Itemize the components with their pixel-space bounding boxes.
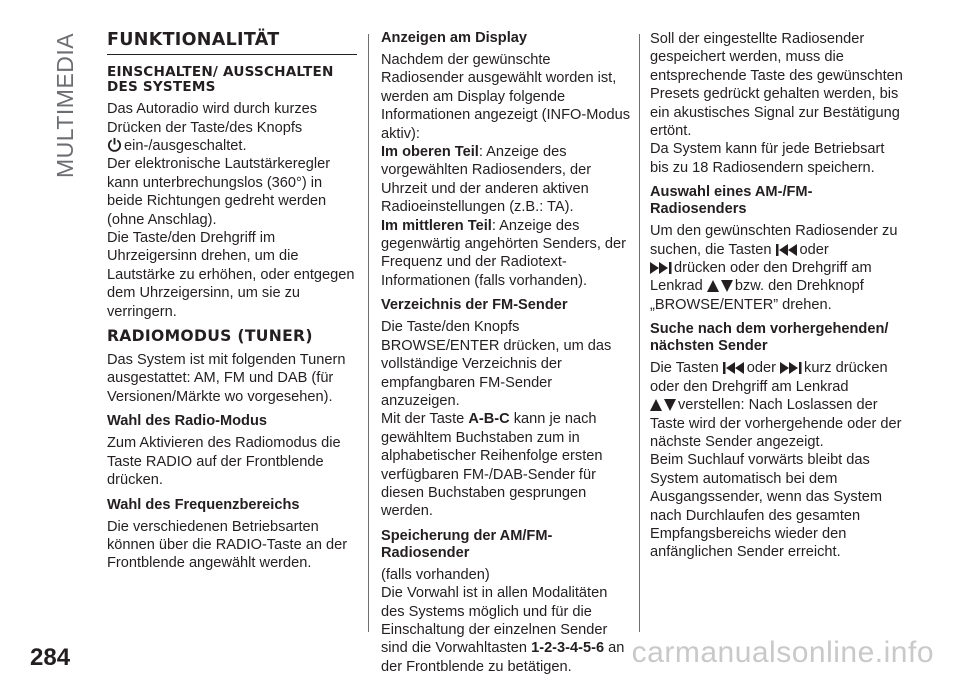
arrow-down-icon (721, 280, 733, 292)
watermark: carmanualsonline.info (631, 636, 934, 669)
text-onoff-3: Die Taste/den Drehgriff im Uhrzeigersinn drehen, um die Lautstärke zu erhöhen, oder entgegen dem Uhrzeigersinn, um sie zu verringern. (107, 230, 355, 320)
text-store-count: Da System kann für jede Betriebsart bis zu 18 Radiosendern speichern. (650, 141, 885, 176)
text-fm-list: Die Taste/den Knopfs BROWSE/ENTER drücken, um das vollständige Verzeichnis der empfangbaren FM-Sender anzuzeigen. (381, 319, 612, 409)
skip-next-icon (780, 362, 802, 374)
section-tab (52, 28, 78, 178)
heading-store: Speicherung der AM/FM-Radiosender (381, 527, 553, 561)
arrow-down-icon (664, 399, 676, 411)
text-am-fm-select: Um den gewünschten Radiosender zu suchen, die Tasten oder drücken oder den Drehgriff am Lenkrad bzw. den Drehknopf „BROWSE/ENTER” drehen. (650, 223, 898, 313)
text-onoff-1: Das Autoradio wird durch kurzes Drücken der Taste/des Knopfs ein-/ausgeschaltet. (107, 101, 318, 154)
column-2 (381, 30, 633, 676)
heading-radio-mode: Wahl des Radio-Modus (107, 413, 267, 430)
text-mid-part: Im mittleren Teil: Anzeige des gegenwärtig angehörten Senders, der Frequenz und der Radiotext-Informationen (falls vorhanden). (381, 217, 627, 289)
text-store: Die Vorwahl ist in allen Modalitäten des Systems möglich und für die Einschaltung der einzelnen Sender sind die Vorwahltasten 1-2-3-4-5-6 an der Frontblende zu betätigen. (381, 585, 625, 675)
text-display: Nachdem der gewünschte Radiosender ausgewählt worden ist, werden am Display folgende Informationen angezeigt (INFO-Modus aktiv): (381, 52, 631, 142)
column-divider (639, 34, 640, 632)
column-1 (107, 30, 357, 573)
text-onoff-2: Der elektronische Lautstärkeregler kann unterbrechungslos (360°) in beide Richtungen gedreht werden (ohne Anschlag). (107, 156, 331, 228)
page-number: 284 (30, 644, 71, 671)
heading-fm-list: Verzeichnis der FM-Sender (381, 297, 568, 314)
text-tuners: Das System ist mit folgenden Tunern ausgestattet: AM, FM und DAB (für Versionen/Märkte wo vorgesehen). (107, 352, 346, 405)
skip-previous-icon (723, 362, 745, 374)
skip-previous-icon (776, 244, 798, 256)
text-search-loop: Beim Suchlauf vorwärts bleibt das System automatisch bei dem Ausgangssender, wenn das System nach Durchlaufen des gesamten Empfangsbereichs wieder den anfänglichen Sender erreicht. (650, 452, 883, 561)
text-top-part: Im oberen Teil: Anzeige des vorgewählten Radiosenders, der Uhrzeit und der anderen aktiven Radioeinstellungen (z.B.: TA). (381, 144, 592, 216)
arrow-up-icon (707, 280, 719, 292)
column-3 (650, 30, 905, 562)
text-band: Die verschiedenen Betriebsarten können über die RADIO-Taste an der Frontblende angewählt werden. (107, 518, 348, 572)
heading-onoff: EINSCHALTEN/ AUSSCHALTEN DES SYSTEMS (107, 64, 334, 95)
text-store-preset: Soll der eingestellte Radiosender gespeichert werden, muss die entsprechende Taste des gewünschten Presets gedrückt gehalten werden, bis ein akustisches Signal zur Bestätigung ertönt. (650, 31, 903, 140)
heading-am-fm-select: Auswahl eines AM-/FM-Radiosenders (650, 184, 813, 218)
heading-radio: RADIOMODUS (TUNER) (107, 327, 313, 346)
text-store-note: (falls vorhanden) (381, 566, 490, 583)
text-abc: Mit der Taste A-B-C kann je nach gewähltem Buchstaben zum in alphabetischer Reihenfolge ersten verfügbaren FM-/DAB-Sender für diesen Buchstaben gesprungen werden. (381, 411, 603, 520)
main-heading: FUNKTIONALITÄT (107, 30, 357, 55)
heading-band: Wahl des Frequenzbereichs (107, 496, 300, 513)
heading-display: Anzeigen am Display (381, 30, 527, 46)
skip-next-icon (650, 262, 672, 274)
column-divider (368, 34, 369, 632)
power-icon (107, 137, 122, 152)
text-radio-mode: Zum Aktivieren des Radiomodus die Taste RADIO auf der Frontblende drücken. (107, 435, 341, 489)
arrow-up-icon (650, 399, 662, 411)
text-search: Die Tasten oder kurz drücken oder den Drehgriff am Lenkrad verstellen: Nach Loslassen der Taste wird der vorhergehende oder der nächste Sender angezeigt. (650, 360, 902, 450)
section-tab-label: MULTIMEDIA (52, 32, 78, 178)
heading-search: Suche nach dem vorhergehenden/ nächsten Sender (650, 321, 889, 355)
